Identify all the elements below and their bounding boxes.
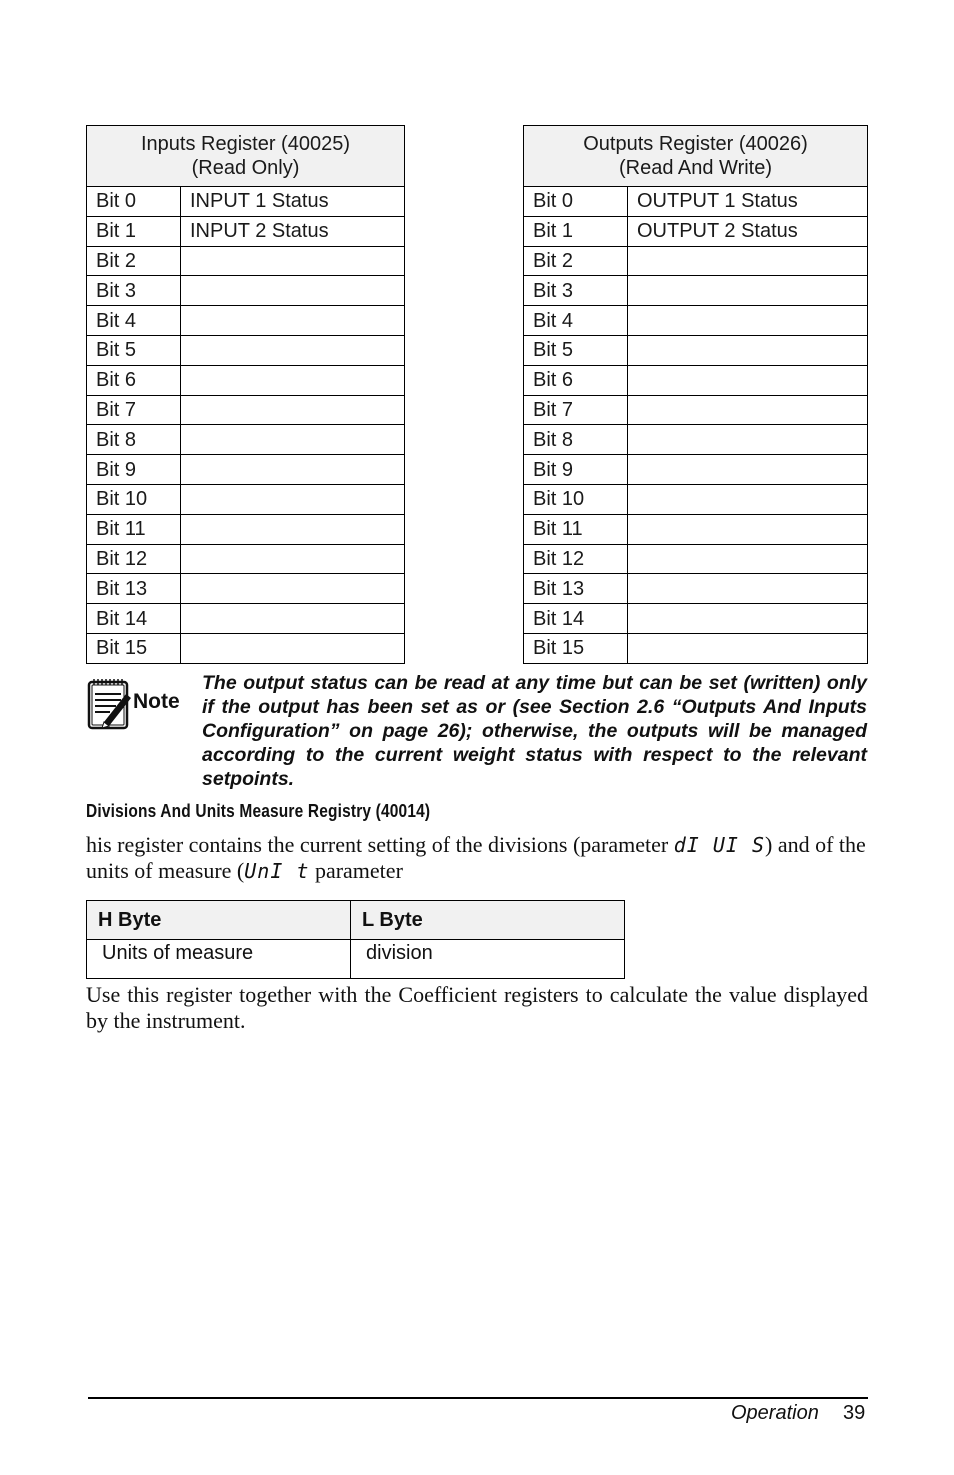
- inputs-bit-label: Bit 9: [87, 455, 181, 485]
- inputs-bit-label: Bit 12: [87, 544, 181, 574]
- inputs-register-title: [87, 126, 405, 187]
- outputs-row: [524, 395, 868, 425]
- inputs-row: [87, 633, 405, 663]
- outputs-register-title: [524, 126, 868, 187]
- inputs-bit-label: Bit 8: [87, 425, 181, 455]
- outputs-row: [524, 604, 868, 634]
- inputs-bit-description: [181, 544, 405, 574]
- inputs-bit-label: Bit 1: [87, 216, 181, 246]
- inputs-bit-label: Bit 5: [87, 335, 181, 365]
- inputs-bit-description: [181, 484, 405, 514]
- outputs-bit-label: Bit 13: [524, 574, 628, 604]
- outputs-row: [524, 633, 868, 663]
- inputs-bit-description: INPUT 2 Status: [181, 216, 405, 246]
- outputs-bit-description: [628, 544, 868, 574]
- outputs-register-table: [523, 125, 868, 664]
- outputs-bit-label: Bit 6: [524, 365, 628, 395]
- outputs-bit-description: [628, 574, 868, 604]
- inputs-bit-label: Bit 7: [87, 395, 181, 425]
- inputs-bit-description: [181, 306, 405, 336]
- outputs-bit-label: Bit 14: [524, 604, 628, 634]
- outputs-bit-description: [628, 365, 868, 395]
- inputs-row: [87, 425, 405, 455]
- footer-section-name: Operation: [731, 1402, 819, 1424]
- inputs-bit-label: Bit 2: [87, 246, 181, 276]
- h-byte-header: H Byte: [87, 901, 351, 940]
- para1-text-2: ) and of the units of measure (: [86, 832, 866, 883]
- inputs-bit-label: Bit 14: [87, 604, 181, 634]
- inputs-row: [87, 544, 405, 574]
- inputs-row: [87, 455, 405, 485]
- outputs-row: [524, 365, 868, 395]
- inputs-bit-label: Bit 11: [87, 514, 181, 544]
- inputs-bit-label: Bit 13: [87, 574, 181, 604]
- outputs-bit-description: [628, 246, 868, 276]
- inputs-bit-description: INPUT 1 Status: [181, 187, 405, 217]
- outputs-row: [524, 425, 868, 455]
- outputs-bit-description: [628, 633, 868, 663]
- inputs-row: [87, 604, 405, 634]
- inputs-row: [87, 335, 405, 365]
- inputs-row: [87, 187, 405, 217]
- inputs-bit-label: Bit 4: [87, 306, 181, 336]
- outputs-row: [524, 455, 868, 485]
- outputs-row: [524, 514, 868, 544]
- outputs-row: [524, 335, 868, 365]
- outputs-row: [524, 574, 868, 604]
- unit-parameter-code: UnI t: [244, 859, 310, 883]
- outputs-bit-label: Bit 7: [524, 395, 628, 425]
- outputs-bit-description: OUTPUT 1 Status: [628, 187, 868, 217]
- footer-page-number: 39: [843, 1402, 866, 1424]
- inputs-bit-label: Bit 3: [87, 276, 181, 306]
- inputs-bit-label: Bit 0: [87, 187, 181, 217]
- inputs-bit-label: Bit 6: [87, 365, 181, 395]
- inputs-title-line1: Inputs Register (40025): [140, 133, 350, 155]
- outputs-bit-label: Bit 9: [524, 455, 628, 485]
- inputs-bit-description: [181, 604, 405, 634]
- outputs-bit-label: Bit 0: [524, 187, 628, 217]
- outputs-bit-description: OUTPUT 2 Status: [628, 216, 868, 246]
- inputs-row: [87, 484, 405, 514]
- outputs-bit-label: Bit 4: [524, 306, 628, 336]
- outputs-row: [524, 216, 868, 246]
- outputs-bit-description: [628, 335, 868, 365]
- outputs-bit-label: Bit 1: [524, 216, 628, 246]
- outputs-row: [524, 246, 868, 276]
- outputs-bit-label: Bit 12: [524, 544, 628, 574]
- h-byte-cell: Units of measure: [87, 940, 351, 979]
- inputs-bit-description: [181, 514, 405, 544]
- inputs-bit-description: [181, 246, 405, 276]
- inputs-register-table: [86, 125, 405, 664]
- byte-layout-table: [86, 900, 625, 979]
- divisions-parameter-code: dI UI S: [673, 833, 766, 857]
- inputs-row: [87, 276, 405, 306]
- outputs-bit-label: Bit 8: [524, 425, 628, 455]
- section-heading: Divisions And Units Measure Registry (40014): [86, 801, 431, 821]
- inputs-row: [87, 574, 405, 604]
- footer-rule: [88, 1397, 868, 1399]
- inputs-row: [87, 365, 405, 395]
- inputs-row: [87, 514, 405, 544]
- inputs-bit-description: [181, 425, 405, 455]
- inputs-row: [87, 306, 405, 336]
- inputs-bit-description: [181, 276, 405, 306]
- outputs-bit-description: [628, 484, 868, 514]
- inputs-bit-label: Bit 10: [87, 484, 181, 514]
- outputs-bit-label: Bit 5: [524, 335, 628, 365]
- outputs-title-line1: Outputs Register (40026): [583, 133, 808, 155]
- outputs-bit-label: Bit 2: [524, 246, 628, 276]
- inputs-bit-description: [181, 455, 405, 485]
- outputs-bit-description: [628, 604, 868, 634]
- outputs-bit-label: Bit 3: [524, 276, 628, 306]
- inputs-bit-description: [181, 633, 405, 663]
- inputs-bit-description: [181, 574, 405, 604]
- note-text: The output status can be read at any time but can be set (written) only if the output has been set as or (see Section 2.6 “Outputs And Inputs Configuration” on page 26); otherwise, the outputs will be managed according to the current weight status with respect to the relevant setpoints.: [202, 672, 867, 790]
- note-icon-label: Note: [133, 690, 180, 713]
- para1-text-3: parameter: [309, 858, 403, 883]
- outputs-bit-label: Bit 11: [524, 514, 628, 544]
- outputs-row: [524, 306, 868, 336]
- outputs-bit-description: [628, 425, 868, 455]
- outputs-row: [524, 276, 868, 306]
- inputs-bit-label: Bit 15: [87, 633, 181, 663]
- outputs-title-line2: (Read And Write): [618, 157, 773, 179]
- para1-text-1: his register contains the current setting of the divisions (parameter: [86, 832, 674, 857]
- outputs-bit-description: [628, 395, 868, 425]
- l-byte-header: L Byte: [351, 901, 625, 940]
- outputs-bit-description: [628, 455, 868, 485]
- outputs-bit-description: [628, 306, 868, 336]
- l-byte-cell: division: [351, 940, 625, 979]
- outputs-bit-description: [628, 276, 868, 306]
- inputs-bit-description: [181, 365, 405, 395]
- section-paragraph-2: Use this register together with the Coefficient registers to calculate the value displayed by the instrument.: [86, 982, 868, 1033]
- outputs-bit-description: [628, 514, 868, 544]
- inputs-title-line2: (Read Only): [191, 157, 300, 179]
- inputs-row: [87, 216, 405, 246]
- notepad-pencil-icon: [86, 676, 190, 732]
- note-icon: [86, 676, 190, 732]
- outputs-bit-label: Bit 10: [524, 484, 628, 514]
- inputs-bit-description: [181, 395, 405, 425]
- inputs-row: [87, 246, 405, 276]
- outputs-row: [524, 484, 868, 514]
- outputs-bit-label: Bit 15: [524, 633, 628, 663]
- section-paragraph-1: [86, 832, 868, 884]
- inputs-row: [87, 395, 405, 425]
- outputs-row: [524, 544, 868, 574]
- outputs-row: [524, 187, 868, 217]
- inputs-bit-description: [181, 335, 405, 365]
